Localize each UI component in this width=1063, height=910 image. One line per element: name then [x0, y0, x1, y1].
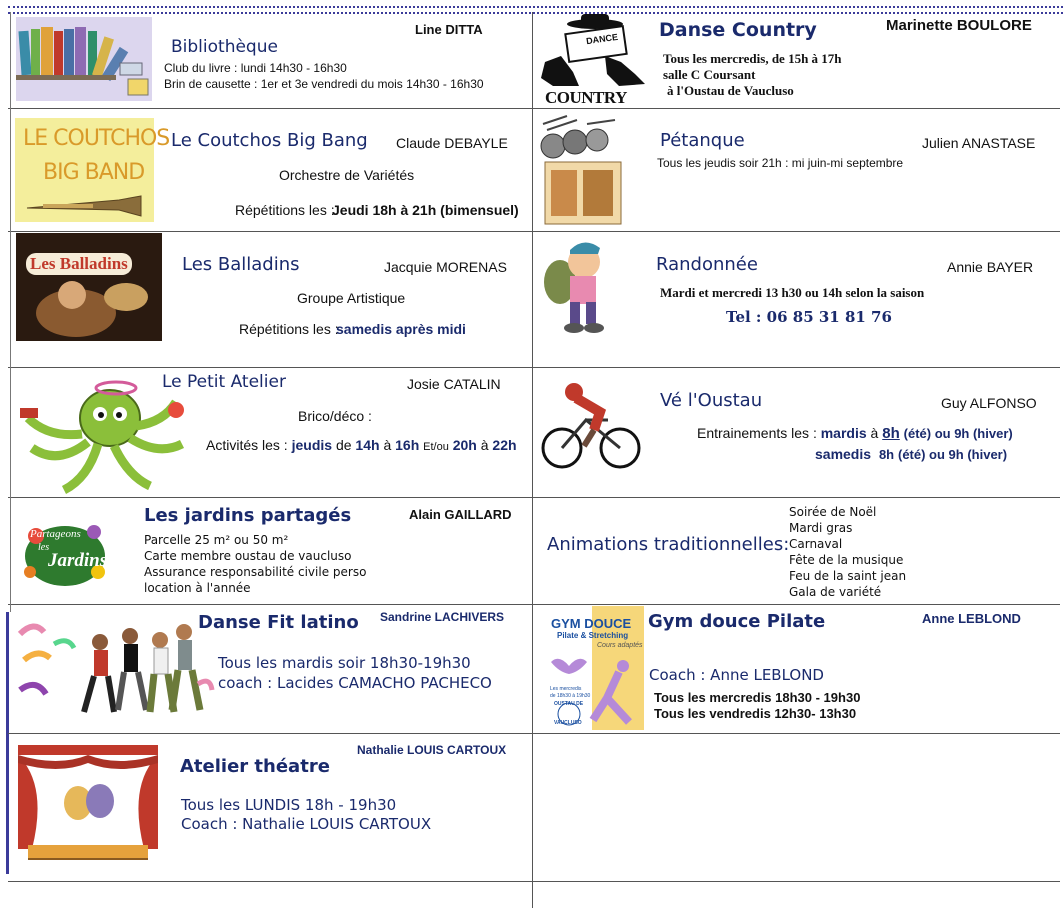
- theatre-stage-image: [18, 745, 158, 863]
- animations-item: Gala de variété: [789, 585, 882, 599]
- yoga-lotus-icon: [547, 640, 644, 730]
- bibliotheque-line: Club du livre : lundi 14h30 - 16h30: [164, 61, 347, 75]
- petanque-balls-icon: [537, 112, 627, 230]
- balladins-subtitle: Groupe Artistique: [297, 290, 406, 306]
- danse-country-line: Tous les mercredis, de 15h à 17h: [663, 51, 842, 66]
- danse-fit-contact: Sandrine LACHIVERS: [380, 610, 505, 624]
- danse-country-line: salle C Coursant: [663, 67, 756, 82]
- velo-train-label: Entrainements les :: [697, 425, 817, 441]
- velo-contact: Guy ALFONSO: [941, 395, 1037, 411]
- cyclist-image: [540, 380, 642, 472]
- velo-time: 8h: [878, 447, 895, 462]
- velo-time: 8h: [882, 425, 900, 442]
- danse-fit-line: Tous les mardis soir 18h30-19h30: [218, 654, 471, 672]
- coutchos-logo-line: BIG BAND: [43, 160, 145, 185]
- jardins-line: Carte membre oustau de vaucluso: [144, 549, 352, 563]
- octopus-image: [18, 378, 194, 496]
- gym-poster-side: Les mercredis: [550, 686, 582, 692]
- coutchos-logo: [15, 118, 170, 222]
- row-divider: [8, 881, 1060, 882]
- danse-country-contact: Marinette BOULORE: [886, 17, 1032, 34]
- row-divider: [8, 367, 1060, 368]
- velo-rest: (été) ou 9h (hiver): [903, 426, 1013, 441]
- velo-word: à: [870, 425, 879, 441]
- coutchos-logo-line: LE COUTCHOS: [23, 126, 170, 151]
- gym-poster: [547, 606, 644, 730]
- petanque-contact: Julien ANASTASE: [922, 135, 1036, 151]
- petanque-line: Tous les jeudis soir 21h : mi juin-mi septembre: [657, 156, 904, 170]
- randonnee-contact: Annie BAYER: [947, 259, 1034, 275]
- balladins-title: Les Balladins: [182, 254, 300, 275]
- activities-time: 16h: [395, 437, 420, 453]
- balladins-rep-value: samedis après midi: [336, 321, 466, 337]
- balladins-contact: Jacquie MORENAS: [384, 259, 507, 275]
- petit-atelier-activities: [206, 437, 517, 453]
- danse-fit-title: Danse Fit latino: [198, 612, 359, 633]
- cyclist-icon: [540, 380, 642, 472]
- activities-word: à: [480, 437, 489, 453]
- jardins-contact: Alain GAILLARD: [409, 507, 512, 522]
- animations-title: Animations traditionnelles:: [547, 534, 790, 555]
- theatre-title: Atelier théatre: [180, 756, 330, 777]
- jardins-logo-word: Partageons: [30, 528, 81, 540]
- petit-atelier-subtitle: Brico/déco :: [298, 408, 372, 424]
- theatre-contact: Nathalie LOUIS CARTOUX: [357, 743, 507, 757]
- jardins-logo-word: Jardins: [48, 550, 108, 571]
- jardins-line: location à l'année: [144, 581, 251, 595]
- gym-title: Gym douce Pilate: [648, 611, 826, 632]
- coutchos-rep-label: Répétitions les :: [235, 202, 335, 218]
- gym-line: Tous les vendredis 12h30- 13h30: [654, 706, 857, 721]
- gym-poster-side: OUSTAU DE: [554, 701, 584, 707]
- gym-poster-subtitle: Pilate & Stretching: [557, 631, 629, 640]
- theatre-line: Tous les LUNDIS 18h - 19h30: [181, 796, 397, 814]
- bibliotheque-contact: Line DITTA: [415, 22, 483, 37]
- randonnee-tel: Tel : 06 85 31 81 76: [726, 308, 892, 326]
- jardins-logo: [18, 512, 112, 592]
- animations-item: Soirée de Noël: [789, 505, 877, 519]
- randonnee-title: Randonnée: [656, 254, 758, 275]
- velo-day: samedis: [815, 446, 872, 462]
- petit-atelier-contact: Josie CATALIN: [407, 376, 501, 392]
- jardins-logo-word: les: [38, 542, 50, 553]
- bibliotheque-line: Brin de causette : 1er et 3e vendredi du mois 14h30 - 16h30: [164, 77, 484, 91]
- dancers-icon: [14, 614, 214, 718]
- row-divider: [8, 231, 1060, 232]
- activities-day: jeudis: [291, 437, 333, 453]
- velo-training-line: [697, 425, 1013, 442]
- books-image: [16, 17, 152, 101]
- animations-item: Fête de la musique: [789, 553, 904, 567]
- danse-fit-line: coach : Lacides CAMACHO PACHECO: [218, 674, 492, 692]
- jardins-title: Les jardins partagés: [144, 505, 352, 526]
- gym-poster-side: de 18h30 à 19h30: [550, 693, 591, 699]
- dancers-image: [14, 614, 214, 718]
- left-bar: [6, 612, 9, 874]
- jardins-line: Parcelle 25 m² ou 50 m²: [144, 533, 289, 547]
- hiker-image: [540, 234, 614, 334]
- danse-country-line: à l'Oustau de Vaucluso: [667, 83, 794, 98]
- activities-time: 22h: [492, 437, 517, 453]
- gym-poster-title: GYM DOUCE: [551, 616, 632, 631]
- coutchos-title: Le Coutchos Big Bang: [171, 130, 368, 151]
- balladins-art-icon: [16, 233, 162, 341]
- hiker-icon: [540, 234, 614, 334]
- row-divider: [8, 108, 1060, 109]
- gym-contact: Anne LEBLOND: [922, 611, 1021, 626]
- balladins-logo-text: Les Balladins: [26, 253, 132, 275]
- activities-time: 14h: [355, 437, 380, 453]
- activities-time: 20h: [452, 437, 477, 453]
- row-divider: [8, 497, 1060, 498]
- animations-item: Mardi gras: [789, 521, 853, 535]
- gym-coach: Coach : Anne LEBLOND: [649, 666, 824, 684]
- velo-day: mardis: [820, 425, 867, 441]
- animations-item: Carnaval: [789, 537, 843, 551]
- petit-atelier-title: Le Petit Atelier: [162, 372, 286, 392]
- danse-country-title: Danse Country: [659, 19, 817, 41]
- balladins-rep-label: Répétitions les :: [239, 321, 339, 337]
- coutchos-subtitle: Orchestre de Variétés: [279, 167, 415, 183]
- gym-poster-note: Cours adaptés: [597, 642, 643, 649]
- row-divider: [8, 604, 1060, 605]
- gym-line: Tous les mercredis 18h30 - 19h30: [654, 690, 861, 705]
- books-icon: [16, 17, 152, 101]
- velo-training-line: [815, 446, 1007, 462]
- bibliotheque-title: Bibliothèque: [171, 37, 278, 57]
- jardins-line: Assurance responsabilité civile perso: [144, 565, 367, 579]
- theatre-masks-icon: [18, 745, 158, 863]
- activities-word: de: [335, 437, 352, 453]
- velo-title: Vé l'Oustau: [660, 390, 763, 411]
- activities-word: Et/ou: [423, 441, 449, 453]
- coutchos-rep-value: Jeudi 18h à 21h (bimensuel): [332, 202, 519, 218]
- balladins-logo: [16, 233, 162, 341]
- randonnee-line: Mardi et mercredi 13 h30 ou 14h selon la saison: [660, 285, 925, 300]
- coutchos-contact: Claude DEBAYLE: [396, 135, 508, 151]
- velo-rest: (été) ou 9h (hiver): [898, 447, 1008, 462]
- animations-item: Feu de la saint jean: [789, 569, 907, 583]
- trombone-icon: [23, 194, 147, 218]
- left-edge: [10, 12, 11, 612]
- activities-word: à: [383, 437, 392, 453]
- octopus-icon: [18, 378, 194, 496]
- theatre-line: Coach : Nathalie LOUIS CARTOUX: [181, 815, 432, 833]
- country-logo-dance: DANCE: [585, 31, 619, 47]
- column-divider: [532, 12, 533, 908]
- petanque-title: Pétanque: [660, 130, 745, 151]
- petanque-image: [537, 112, 627, 230]
- country-dance-image: [535, 12, 653, 108]
- gym-poster-side: VAUCLUSO: [554, 720, 582, 726]
- row-divider: [8, 733, 1060, 734]
- country-logo-word: COUNTRY: [545, 88, 627, 107]
- activities-label: Activités les :: [206, 437, 288, 453]
